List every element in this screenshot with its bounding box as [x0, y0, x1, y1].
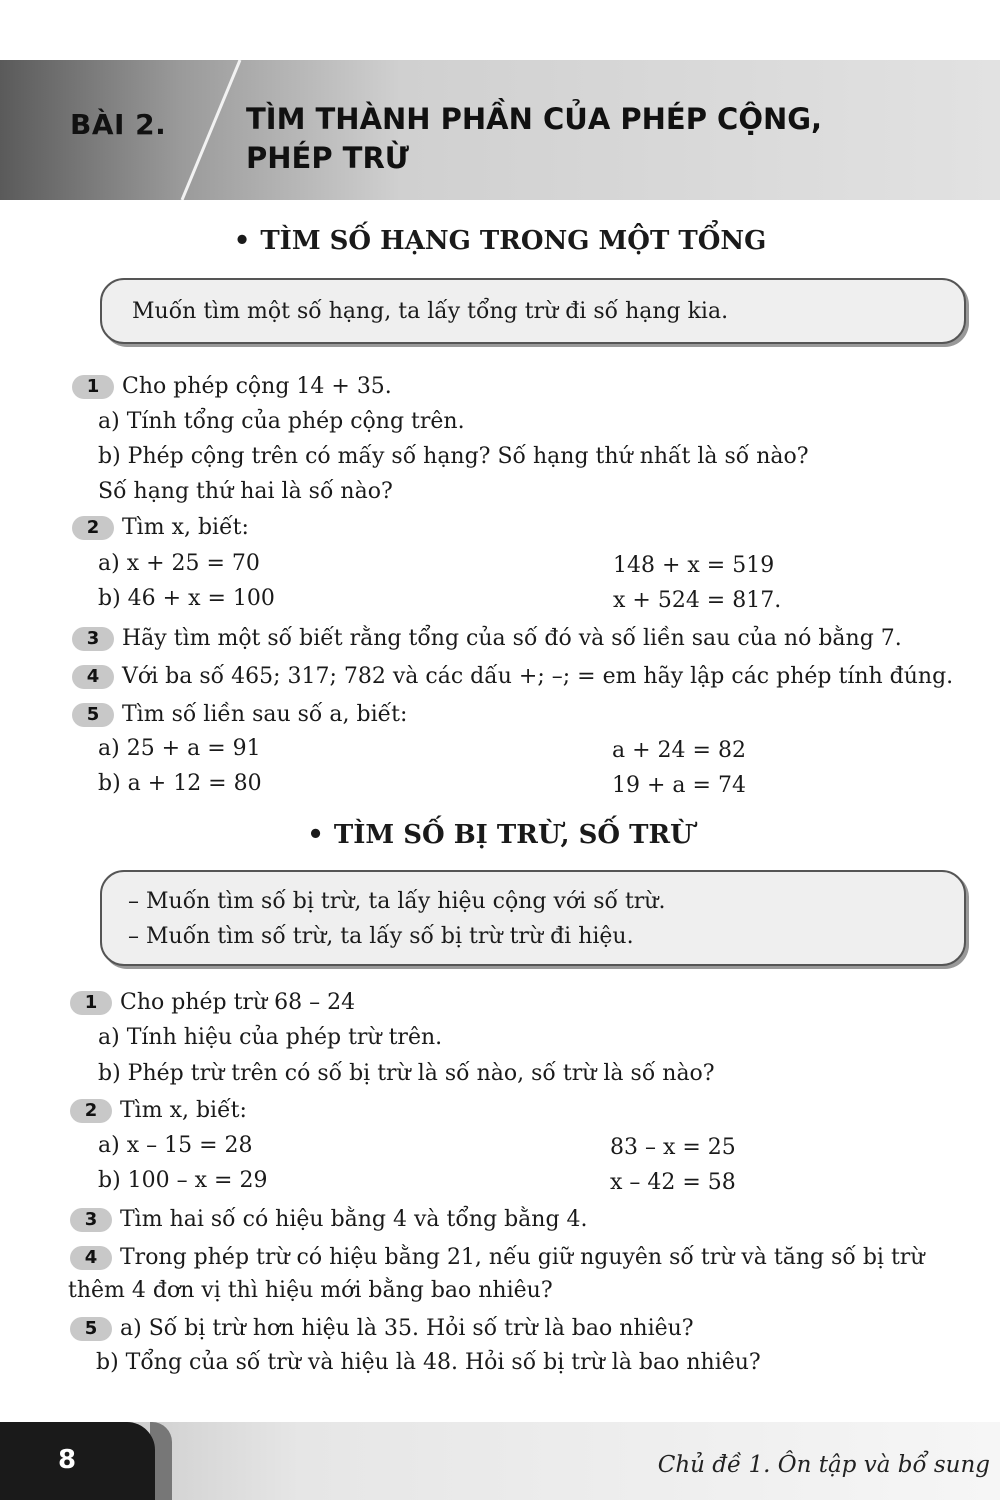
s1-ex2-number: 2	[72, 516, 114, 540]
s1-ex3-text: Hãy tìm một số biết rằng tổng của số đó và số liền sau của nó bằng 7.	[122, 626, 902, 651]
lesson-title-line2: PHÉP TRỪ	[246, 141, 410, 175]
s2-ex5-a: a) Số bị trừ hơn hiệu là 35. Hỏi số trừ là bao nhiêu?	[120, 1316, 694, 1341]
s1-ex5	[72, 700, 407, 730]
s1-ex4-number: 4	[72, 665, 114, 689]
s1-ex3-number: 3	[72, 627, 114, 651]
s2-ex2-b-left: b) 100 – x = 29	[98, 1168, 268, 1193]
s2-ex2-text: Tìm x, biết:	[120, 1098, 247, 1123]
s2-ex4-text: Trong phép trừ có hiệu bằng 21, nếu giữ nguyên số trừ và tăng số bị trừ	[120, 1245, 925, 1270]
s1-ex5-number: 5	[72, 703, 114, 727]
header-divider-slash	[178, 60, 248, 200]
section2-title-text: TÌM SỐ BỊ TRỪ, SỐ TRỪ	[333, 820, 693, 850]
section1-rule-text: Muốn tìm một số hạng, ta lấy tổng trừ đi số hạng kia.	[132, 299, 729, 324]
s1-ex1-b: b) Phép cộng trên có mấy số hạng? Số hạng thứ nhất là số nào?	[98, 444, 809, 469]
s2-ex2-b-right: x – 42 = 58	[610, 1170, 736, 1195]
s2-ex4	[70, 1243, 924, 1273]
s1-ex2-b-right: x + 524 = 817.	[613, 588, 782, 613]
s1-ex1-number: 1	[72, 375, 114, 399]
lesson-title	[246, 100, 822, 178]
section2-rule1: – Muốn tìm số bị trừ, ta lấy hiệu cộng với số trừ.	[128, 889, 666, 914]
s2-ex2-a-left: a) x – 15 = 28	[98, 1133, 253, 1158]
s1-ex1	[72, 372, 392, 402]
s1-ex5-b-left: b) a + 12 = 80	[98, 771, 262, 796]
s2-ex3	[70, 1205, 588, 1235]
s2-ex4-text2: thêm 4 đơn vị thì hiệu mới bằng bao nhiêu?	[68, 1278, 553, 1303]
lesson-title-line1: TÌM THÀNH PHẦN CỦA PHÉP CỘNG,	[246, 102, 823, 136]
section1-rule-box	[100, 278, 966, 344]
s2-ex2	[70, 1096, 247, 1126]
s2-ex3-text: Tìm hai số có hiệu bằng 4 và tổng bằng 4.	[120, 1207, 588, 1232]
s1-ex3	[72, 624, 902, 654]
s1-ex5-b-right: 19 + a = 74	[612, 773, 746, 798]
section2-rule2: – Muốn tìm số trừ, ta lấy số bị trừ trừ đi hiệu.	[128, 924, 634, 949]
s1-ex1-b2: Số hạng thứ hai là số nào?	[98, 479, 393, 504]
s2-ex2-number: 2	[70, 1099, 112, 1123]
s2-ex1-number: 1	[70, 991, 112, 1015]
section2-title	[0, 820, 1000, 850]
s2-ex3-number: 3	[70, 1208, 112, 1232]
s2-ex1	[70, 988, 355, 1018]
lesson-number: BÀI 2.	[70, 108, 167, 141]
s1-ex2	[72, 513, 249, 543]
bullet-icon: •	[307, 820, 324, 850]
s1-ex2-a-right: 148 + x = 519	[613, 553, 775, 578]
s2-ex1-a: a) Tính hiệu của phép trừ trên.	[98, 1025, 443, 1050]
section1-title-text: TÌM SỐ HẠNG TRONG MỘT TỔNG	[260, 226, 767, 256]
s1-ex2-a-left: a) x + 25 = 70	[98, 551, 260, 576]
bullet-icon: •	[233, 226, 251, 256]
page-tab	[0, 1422, 155, 1500]
s2-ex1-b: b) Phép trừ trên có số bị trừ là số nào, số trừ là số nào?	[98, 1061, 715, 1086]
s1-ex2-text: Tìm x, biết:	[122, 515, 249, 540]
s2-ex5	[70, 1314, 694, 1344]
s2-ex5-number: 5	[70, 1317, 112, 1341]
chapter-label: Chủ đề 1. Ôn tập và bổ sung	[657, 1452, 990, 1478]
s2-ex5-b: b) Tổng của số trừ và hiệu là 48. Hỏi số bị trừ là bao nhiêu?	[96, 1350, 761, 1375]
page-number: 8	[58, 1445, 77, 1475]
section2-rule-box	[100, 870, 966, 966]
s1-ex1-a: a) Tính tổng của phép cộng trên.	[98, 409, 465, 434]
s1-ex1-text: Cho phép cộng 14 + 35.	[122, 374, 392, 399]
s1-ex2-b-left: b) 46 + x = 100	[98, 586, 275, 611]
s1-ex5-a-right: a + 24 = 82	[612, 738, 746, 763]
s1-ex4	[72, 662, 953, 692]
section1-title	[0, 226, 1000, 256]
s2-ex2-a-right: 83 – x = 25	[610, 1135, 736, 1160]
s2-ex4-number: 4	[70, 1246, 112, 1270]
s1-ex5-text: Tìm số liền sau số a, biết:	[122, 702, 408, 727]
s2-ex1-text: Cho phép trừ 68 – 24	[120, 990, 356, 1015]
s1-ex4-text: Với ba số 465; 317; 782 và các dấu +; –; = em hãy lập các phép tính đúng.	[122, 664, 954, 689]
s1-ex5-a-left: a) 25 + a = 91	[98, 736, 261, 761]
